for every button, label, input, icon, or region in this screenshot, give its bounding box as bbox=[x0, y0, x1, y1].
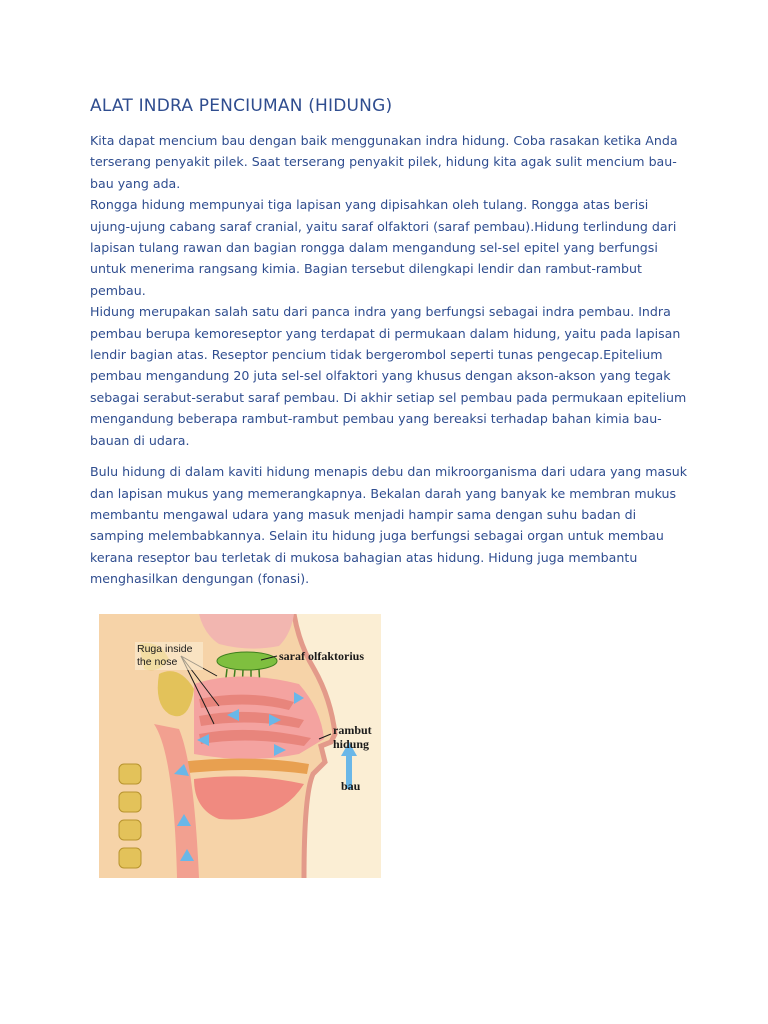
paragraph-1: Kita dapat mencium bau dengan baik menggunakan indra hidung. Coba rasakan ketika Anda terserang penyakit pilek. Saat terserang penyakit pilek, hidung kita agak sulit mencium bau-bau yang ada. bbox=[90, 133, 678, 191]
paragraph-4: Bulu hidung di dalam kaviti hidung menapis debu dan mikroorganisma dari udara yang masuk dan lapisan mukus yang memerangkapnya. Bekalan darah yang banyak ke membran mukus membantu mengawal udara yang masuk menjadi hampir sama dengan suhu badan di samping melembabkannya. Selain itu hidung juga berfungsi sebagai organ untuk membau kerana reseptor bau terletak di mukosa bahagian atas hidung. Hidung juga membantu menghasilkan dengungan (fonasi). bbox=[90, 464, 688, 587]
ruga-label-line1: Ruga inside bbox=[137, 643, 193, 655]
paragraph-2: Rongga hidung mempunyai tiga lapisan yang dipisahkan oleh tulang. Rongga atas berisi ujung-ujung cabang saraf cranial, yaitu saraf olfaktori (saraf pembau).Hidung terlindung dari lapisan tulang rawan dan bagian rongga dalam mengandung sel-sel epitel yang berfungsi untuk menerima rangsang kimia. Bagian tersebut dilengkapi lendir dan rambut-rambut pembau. bbox=[90, 197, 677, 298]
page-title: ALAT INDRA PENCIUMAN (HIDUNG) bbox=[90, 96, 393, 116]
paragraph-3: Hidung merupakan salah satu dari panca indra yang berfungsi sebagai indra pembau. Indra pembau berupa kemoreseptor yang terdapat di permukaan dalam hidung, yaitu pada lapisan lendir bagian atas. Reseptor pencium tidak bergerombol seperti tunas pengecap.Epitelium pembau mengandung 20 juta sel-sel olfaktori yang khusus dengan akson-akson yang tegak sebagai serabut-serabut saraf pembau. Di akhir setiap sel pembau pada permukaan epitelium mengandung beberapa rambut-rambut pembau yang bereaksi terhadap bahan kimia bau-bauan di udara. bbox=[90, 304, 687, 448]
rambut-label-line1: rambut bbox=[333, 723, 372, 737]
document-page bbox=[90, 96, 690, 590]
saraf-olfaktorius-label: saraf olfaktorius bbox=[279, 649, 364, 663]
olfactory-bulb bbox=[217, 652, 277, 670]
rambut-label-line2: hidung bbox=[333, 737, 370, 751]
ruga-label-line2: the nose bbox=[137, 656, 178, 668]
nose-anatomy-illustration bbox=[99, 614, 381, 878]
nose-anatomy-figure bbox=[99, 614, 381, 878]
bau-label: bau bbox=[341, 779, 361, 793]
